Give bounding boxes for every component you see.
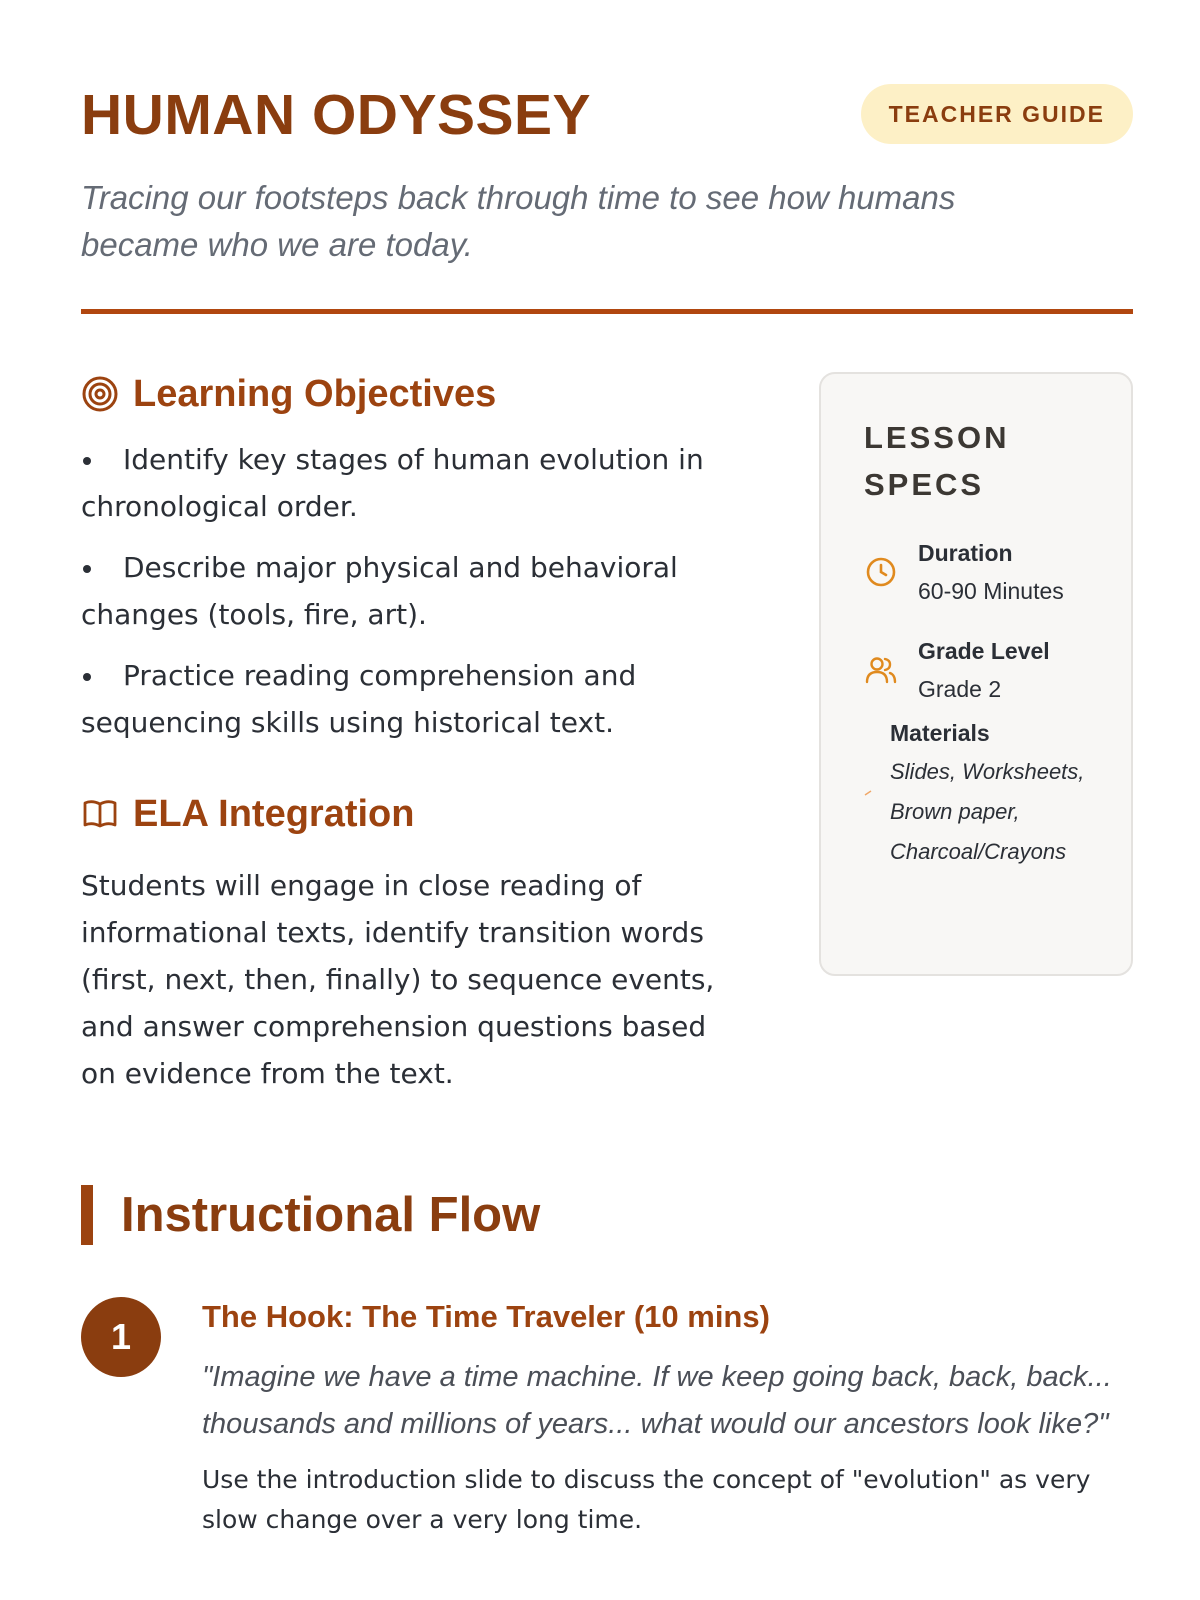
ela-description: Students will engage in close reading of informational texts, identify transition words (first, next, then, finally) to sequence events, and answer comprehension questions based on evidence from the text. xyxy=(81,869,715,1090)
instructional-flow-title: Instructional Flow xyxy=(121,1188,541,1242)
header xyxy=(81,0,1133,275)
lesson-specs-title: LESSON SPECS xyxy=(864,420,1010,502)
heading-accent-bar xyxy=(81,1185,93,1245)
spec-grade-level xyxy=(864,632,1050,708)
objectives-list xyxy=(81,436,731,746)
spec-materials xyxy=(864,714,1100,872)
open-book-icon xyxy=(81,795,119,833)
page-title: HUMAN ODYSSEY xyxy=(81,83,592,147)
spec-duration xyxy=(864,534,1064,610)
step-description: Use the introduction slide to discuss the concept of "evolution" as very slow change over a very long time. xyxy=(202,1465,1091,1534)
objectives-heading-label: Learning Objectives xyxy=(133,372,497,415)
instructional-flow-heading xyxy=(81,1185,540,1245)
materials-icon xyxy=(864,789,872,797)
header-divider xyxy=(81,309,1133,314)
ela-heading xyxy=(81,788,731,840)
duration-value: 60-90 Minutes xyxy=(918,578,1064,604)
materials-value: Slides, Worksheets, Brown paper, Charcoal/Crayons xyxy=(890,759,1085,864)
materials-label: Materials xyxy=(890,720,990,746)
teacher-guide-badge: TEACHER GUIDE xyxy=(861,84,1133,144)
objectives-heading xyxy=(81,368,731,420)
clock-icon xyxy=(864,555,898,589)
grade-level-label: Grade Level xyxy=(918,638,1050,664)
page-subtitle: Tracing our footsteps back through time to see how humans became who we are today. xyxy=(81,179,956,263)
lesson-page xyxy=(81,0,1133,1534)
target-icon xyxy=(81,375,119,413)
main-column xyxy=(81,368,731,1097)
list-item: Practice reading comprehension and sequencing skills using historical text. xyxy=(81,652,731,746)
list-item: Identify key stages of human evolution in chronological order. xyxy=(81,436,731,530)
duration-label: Duration xyxy=(918,540,1013,566)
grade-level-value: Grade 2 xyxy=(918,676,1002,702)
ela-heading-label: ELA Integration xyxy=(133,792,415,835)
step-quote: "Imagine we have a time machine. If we keep going back, back, back... thousands and millions of years... what would our ancestors look like?" xyxy=(202,1361,1112,1440)
step-title: The Hook: The Time Traveler (10 mins) xyxy=(202,1299,770,1334)
users-icon xyxy=(864,653,898,687)
step-body xyxy=(202,1297,1133,1540)
step-number-badge: 1 xyxy=(81,1297,161,1377)
lesson-specs-card xyxy=(819,372,1133,976)
list-item: Describe major physical and behavioral changes (tools, fire, art). xyxy=(81,544,731,638)
